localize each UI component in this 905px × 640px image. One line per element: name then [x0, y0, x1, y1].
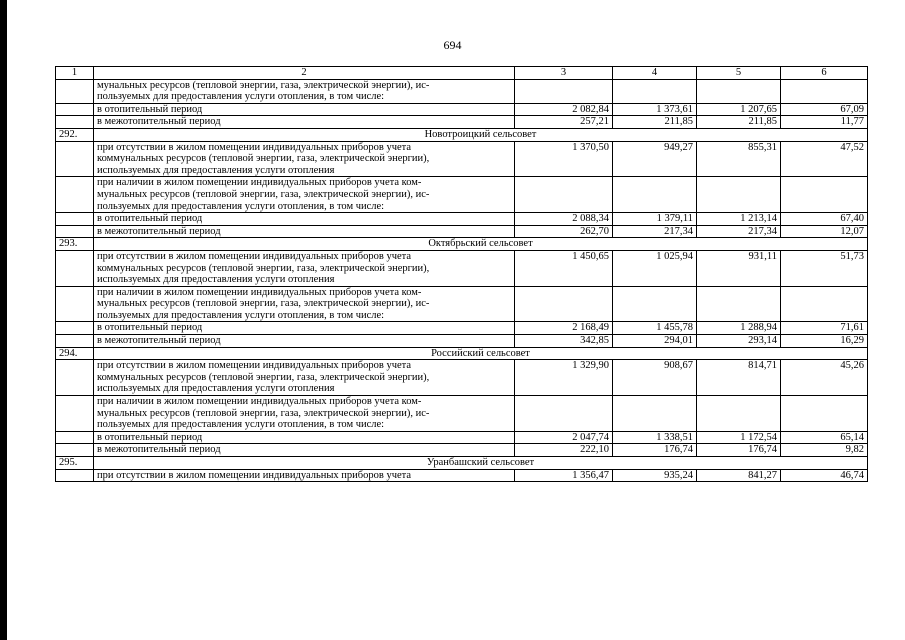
value-cell: 51,73 — [781, 250, 868, 286]
value-cell: 814,71 — [697, 360, 781, 396]
header-row — [56, 67, 868, 80]
section-title: Уранбашский сельсовет — [94, 457, 868, 470]
row-description: в отопительный период — [94, 213, 515, 226]
value-cell: 935,24 — [613, 469, 697, 482]
value-cell — [515, 177, 613, 213]
value-cell: 1 207,65 — [697, 103, 781, 116]
row-number — [56, 335, 94, 348]
value-cell — [613, 286, 697, 322]
value-cell: 2 168,49 — [515, 322, 613, 335]
value-cell: 257,21 — [515, 116, 613, 129]
row-description: в межотопительный период — [94, 225, 515, 238]
value-cell — [515, 79, 613, 103]
table-row — [56, 103, 868, 116]
table-row — [56, 213, 868, 226]
value-cell — [697, 286, 781, 322]
section-number: 292. — [56, 128, 94, 141]
tariff-table — [55, 66, 868, 482]
value-cell: 45,26 — [781, 360, 868, 396]
value-cell: 2 082,84 — [515, 103, 613, 116]
value-cell: 217,34 — [697, 225, 781, 238]
value-cell: 855,31 — [697, 141, 781, 177]
row-description: при наличии в жилом помещении индивидуальных приборов учета ком- мунальных ресурсов (тепловой энергии, газа, электрической энергии), ис- пользуемых для предоставления услуги отопления, в том числе: — [94, 177, 515, 213]
section-row — [56, 347, 868, 360]
value-cell: 67,40 — [781, 213, 868, 226]
table-row — [56, 177, 868, 213]
table-row — [56, 335, 868, 348]
value-cell: 46,74 — [781, 469, 868, 482]
header-cell: 3 — [515, 67, 613, 80]
row-number — [56, 360, 94, 396]
value-cell: 67,09 — [781, 103, 868, 116]
value-cell: 294,01 — [613, 335, 697, 348]
row-description: в межотопительный период — [94, 444, 515, 457]
section-title: Новотроицкий сельсовет — [94, 128, 868, 141]
value-cell — [515, 396, 613, 432]
value-cell — [515, 286, 613, 322]
table-row — [56, 225, 868, 238]
value-cell: 211,85 — [697, 116, 781, 129]
table-row — [56, 116, 868, 129]
value-cell: 222,10 — [515, 444, 613, 457]
value-cell: 1 373,61 — [613, 103, 697, 116]
value-cell: 1 455,78 — [613, 322, 697, 335]
value-cell: 1 025,94 — [613, 250, 697, 286]
value-cell: 931,11 — [697, 250, 781, 286]
value-cell — [697, 79, 781, 103]
value-cell — [781, 177, 868, 213]
row-description: в отопительный период — [94, 431, 515, 444]
section-number: 293. — [56, 238, 94, 251]
value-cell: 908,67 — [613, 360, 697, 396]
header-cell: 2 — [94, 67, 515, 80]
value-cell: 217,34 — [613, 225, 697, 238]
row-number — [56, 286, 94, 322]
value-cell: 1 213,14 — [697, 213, 781, 226]
value-cell: 1 172,54 — [697, 431, 781, 444]
row-number — [56, 431, 94, 444]
value-cell — [697, 396, 781, 432]
value-cell — [613, 79, 697, 103]
row-description: при отсутствии в жилом помещении индивидуальных приборов учета — [94, 469, 515, 482]
value-cell — [781, 79, 868, 103]
value-cell: 176,74 — [697, 444, 781, 457]
page-edge-bar — [0, 0, 7, 640]
value-cell: 211,85 — [613, 116, 697, 129]
value-cell — [781, 286, 868, 322]
header-cell: 4 — [613, 67, 697, 80]
row-number — [56, 444, 94, 457]
section-row — [56, 238, 868, 251]
section-row — [56, 457, 868, 470]
value-cell: 1 288,94 — [697, 322, 781, 335]
value-cell — [697, 177, 781, 213]
table-row — [56, 250, 868, 286]
value-cell — [613, 177, 697, 213]
row-number — [56, 141, 94, 177]
value-cell: 11,77 — [781, 116, 868, 129]
page-number: 694 — [443, 38, 462, 52]
row-number — [56, 225, 94, 238]
value-cell: 16,29 — [781, 335, 868, 348]
value-cell: 1 370,50 — [515, 141, 613, 177]
value-cell: 176,74 — [613, 444, 697, 457]
value-cell: 342,85 — [515, 335, 613, 348]
header-cell: 5 — [697, 67, 781, 80]
row-description: при отсутствии в жилом помещении индивидуальных приборов учета коммунальных ресурсов (тепловой энергии, газа, электрической энергии), используемых для предоставления услуги отопления — [94, 250, 515, 286]
row-number — [56, 103, 94, 116]
table-row — [56, 141, 868, 177]
section-title: Октябрьский сельсовет — [94, 238, 868, 251]
row-number — [56, 396, 94, 432]
row-number — [56, 213, 94, 226]
value-cell: 71,61 — [781, 322, 868, 335]
value-cell: 9,82 — [781, 444, 868, 457]
section-row — [56, 128, 868, 141]
section-number: 295. — [56, 457, 94, 470]
value-cell: 2 088,34 — [515, 213, 613, 226]
row-description: мунальных ресурсов (тепловой энергии, газа, электрической энергии), ис- пользуемых для предоставления услуги отопления, в том числе: — [94, 79, 515, 103]
table-row — [56, 469, 868, 482]
value-cell: 1 356,47 — [515, 469, 613, 482]
row-number — [56, 469, 94, 482]
table-row — [56, 431, 868, 444]
table-row — [56, 360, 868, 396]
value-cell: 2 047,74 — [515, 431, 613, 444]
row-description: в отопительный период — [94, 103, 515, 116]
row-number — [56, 250, 94, 286]
row-description: в межотопительный период — [94, 335, 515, 348]
value-cell: 47,52 — [781, 141, 868, 177]
table-row — [56, 322, 868, 335]
value-cell: 1 329,90 — [515, 360, 613, 396]
value-cell: 262,70 — [515, 225, 613, 238]
section-number: 294. — [56, 347, 94, 360]
value-cell: 293,14 — [697, 335, 781, 348]
row-description: при наличии в жилом помещении индивидуальных приборов учета ком- мунальных ресурсов (тепловой энергии, газа, электрической энергии), ис- пользуемых для предоставления услуги отопления, в том числе: — [94, 396, 515, 432]
value-cell — [613, 396, 697, 432]
table-row — [56, 286, 868, 322]
section-title: Российский сельсовет — [94, 347, 868, 360]
header-cell: 1 — [56, 67, 94, 80]
value-cell: 1 450,65 — [515, 250, 613, 286]
table-row — [56, 396, 868, 432]
table-row — [56, 444, 868, 457]
row-number — [56, 116, 94, 129]
value-cell: 12,07 — [781, 225, 868, 238]
row-number — [56, 177, 94, 213]
value-cell — [781, 396, 868, 432]
value-cell: 949,27 — [613, 141, 697, 177]
value-cell: 65,14 — [781, 431, 868, 444]
row-number — [56, 322, 94, 335]
row-number — [56, 79, 94, 103]
value-cell: 1 338,51 — [613, 431, 697, 444]
row-description: при отсутствии в жилом помещении индивидуальных приборов учета коммунальных ресурсов (тепловой энергии, газа, электрической энергии), используемых для предоставления услуги отопления — [94, 360, 515, 396]
row-description: в межотопительный период — [94, 116, 515, 129]
table-row — [56, 79, 868, 103]
row-description: при наличии в жилом помещении индивидуальных приборов учета ком- мунальных ресурсов (тепловой энергии, газа, электрической энергии), ис- пользуемых для предоставления услуги отопления, в том числе: — [94, 286, 515, 322]
header-cell: 6 — [781, 67, 868, 80]
row-description: в отопительный период — [94, 322, 515, 335]
value-cell: 841,27 — [697, 469, 781, 482]
value-cell: 1 379,11 — [613, 213, 697, 226]
row-description: при отсутствии в жилом помещении индивидуальных приборов учета коммунальных ресурсов (тепловой энергии, газа, электрической энергии), используемых для предоставления услуги отопления — [94, 141, 515, 177]
